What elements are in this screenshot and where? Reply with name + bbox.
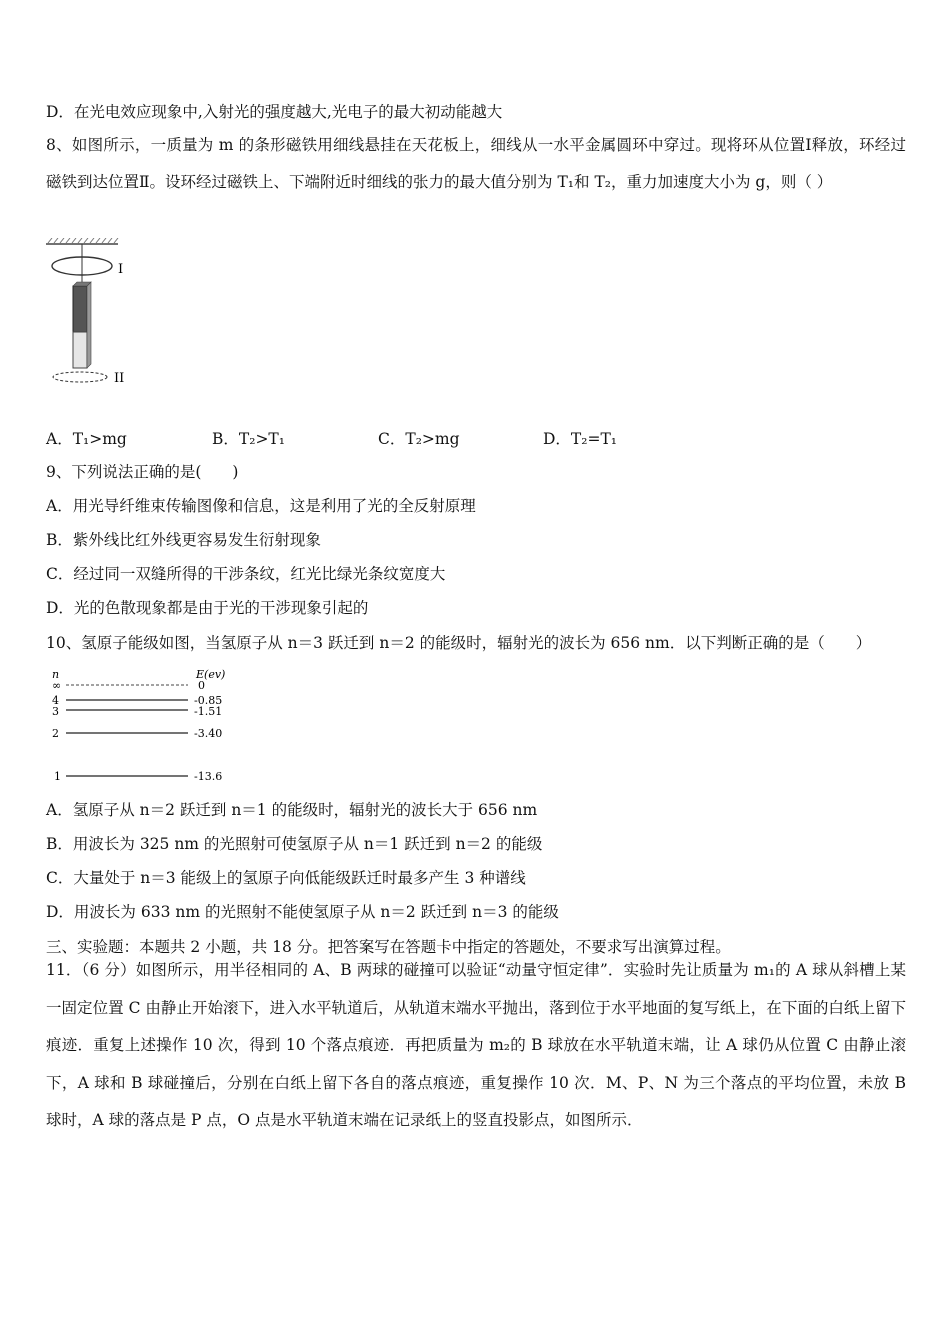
ceiling-hatch [46, 238, 118, 244]
level-2-e: -3.40 [194, 727, 223, 740]
q10-option-c: C．大量处于 n＝3 能级上的氢原子向低能级跃迁时最多产生 3 种谱线 [46, 869, 526, 887]
label-position-1: I [118, 262, 124, 277]
q9-option-b: B．紫外线比红外线更容易发生衍射现象 [46, 531, 321, 549]
level-3-n: 3 [52, 705, 59, 718]
q9-stem: 9、下列说法正确的是( ) [46, 463, 239, 481]
q10-option-d: D．用波长为 633 nm 的光照射不能使氢原子从 n＝2 跃迁到 n＝3 的能级 [46, 903, 559, 921]
q7-option-d: D．在光电效应现象中,入射光的强度越大,光电子的最大初动能越大 [46, 103, 503, 121]
q8-option-c: C．T₂>mg [378, 430, 460, 448]
level-1-e: -13.6 [194, 770, 223, 783]
label-position-2: II [114, 371, 125, 386]
magnet-upper-half [73, 286, 87, 332]
magnet-ring-figure [44, 238, 144, 386]
q8-option-b: B．T₂>T₁ [212, 430, 285, 448]
level-1-n: 1 [54, 770, 61, 783]
q9-option-c: C．经过同一双缝所得的干涉条纹，红光比绿光条纹宽度大 [46, 565, 446, 583]
energy-level-diagram [48, 666, 238, 786]
q8-option-a: A．T₁>mg [46, 430, 127, 448]
level-3-e: -1.51 [194, 705, 223, 718]
level-2-n: 2 [52, 727, 59, 740]
q8-stem: 8、如图所示，一质量为 m 的条形磁铁用细线悬挂在天花板上，细线从一水平金属圆环中穿过。现将环从位置Ⅰ释放，环经过磁铁到达位置Ⅱ。设环经过磁铁上、下端附近时细线的张力的最大值分别为 T₁和 T₂，重力加速度大小为 g，则（ ） [46, 136, 906, 191]
q9-option-a: A．用光导纤维束传输图像和信息，这是利用了光的全反射原理 [46, 497, 476, 515]
level-infinity-e: 0 [198, 679, 205, 692]
section-3-heading: 三、实验题：本题共 2 小题，共 18 分。把答案写在答题卡中指定的答题处，不要求写出演算过程。 [46, 938, 731, 956]
q11-stem: 11．（6 分）如图所示，用半径相同的 A、B 两球的碰撞可以验证“动量守恒定律”．实验时先让质量为 m₁的 A 球从斜槽上某一固定位置 C 由静止开始滚下，进入水平轨道后，从轨道末端水平抛出，落到位于水平地面的复写纸上，在下面的白纸上留下痕迹．重复上述操作 10 次，得到 10 个落点痕迹．再把质量为 m₂的 B 球放在水平轨道末端，让 A 球仍从位置 C 由静止滚下，A 球和 B 球碰撞后，分别在白纸上留下各自的落点痕迹，重复操作 10 次．M、P、N 为三个落点的平均位置，未放 B 球时，A 球的落点是 P 点，O 点是水平轨道末端在记录纸上的竖直投影点，如图所示． [46, 961, 906, 1129]
q10-stem: 10、氢原子能级如图，当氢原子从 n＝3 跃迁到 n＝2 的能级时，辐射光的波长为 656 nm．以下判断正确的是（ ） [46, 634, 872, 652]
magnet-lower-half [73, 332, 87, 368]
metal-ring-position-2 [53, 372, 107, 382]
q8-option-d: D．T₂=T₁ [543, 430, 618, 448]
level-4-e: -0.85 [194, 694, 223, 707]
n-axis-label: n [52, 668, 60, 681]
q9-option-d: D．光的色散现象都是由于光的干涉现象引起的 [46, 599, 369, 617]
q10-option-a: A．氢原子从 n＝2 跃迁到 n＝1 的能级时，辐射光的波长大于 656 nm [46, 801, 538, 819]
level-infinity-n: ∞ [52, 679, 62, 692]
energy-axis-label: E(ev) [196, 668, 226, 681]
q10-option-b: B．用波长为 325 nm 的光照射可使氢原子从 n＝1 跃迁到 n＝2 的能级 [46, 835, 543, 853]
level-4-n: 4 [52, 694, 59, 707]
